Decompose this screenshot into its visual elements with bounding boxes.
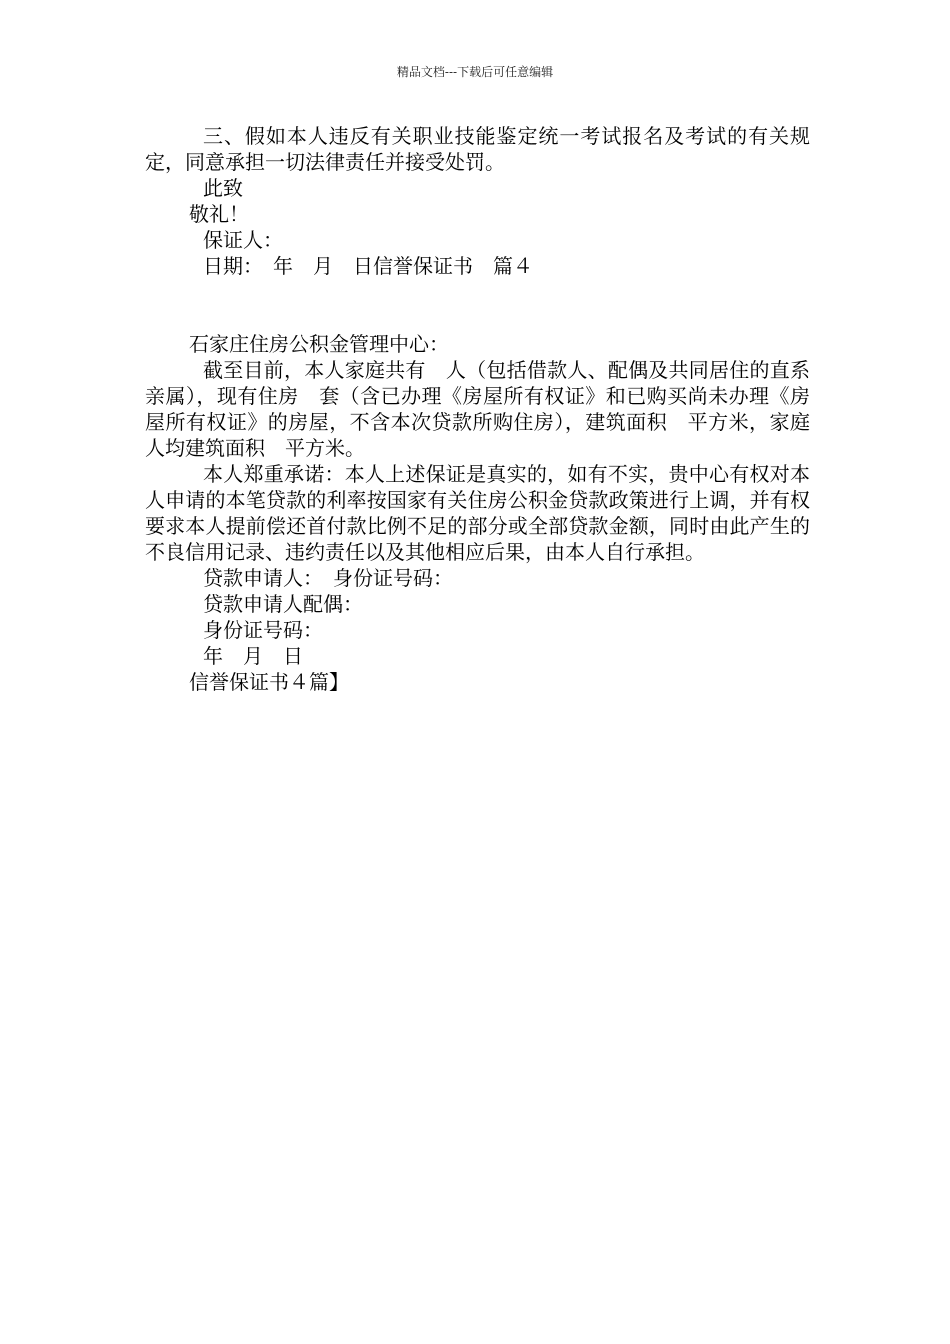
statement-paragraph: 截至目前，本人家庭共有 人（包括借款人、配偶及共同居住的直系亲属），现有住房 套（含已办理《房屋所有权证》和已购买尚未办理《房屋所有权证》的房屋，不含本次贷款所购住房），建筑面积 平方米，家庭人均建筑面积 平方米。 — [145, 358, 810, 460]
document-body — [145, 123, 810, 695]
id-number-line: 身份证号码： — [203, 618, 323, 642]
closing-jingli: 敬礼！ — [189, 202, 249, 226]
date-title-line: 日期： 年 月 日信誉保证书 篇４ — [203, 254, 533, 278]
spouse-line: 贷款申请人配偶： — [203, 592, 363, 616]
page-header: 精品文档---下载后可任意编辑 — [396, 65, 554, 79]
addressee-line: 石家庄住房公积金管理中心： — [189, 332, 449, 356]
closing-cizhi: 此致 — [203, 176, 243, 200]
clause-three: 三、假如本人违反有关职业技能鉴定统一考试报名及考试的有关规定，同意承担一切法律责任并接受处罚。 — [145, 124, 810, 174]
footer-title-line: 信誉保证书４篇】 — [189, 670, 349, 694]
commitment-paragraph: 本人郑重承诺：本人上述保证是真实的，如有不实，贵中心有权对本人申请的本笔贷款的利率按国家有关住房公积金贷款政策进行上调，并有权要求本人提前偿还首付款比例不足的部分或全部贷款金额，同时由此产生的不良信用记录、违约责任以及其他相应后果，由本人自行承担。 — [145, 462, 810, 564]
section-gap — [145, 279, 810, 331]
applicant-line: 贷款申请人： 身份证号码： — [203, 566, 453, 590]
guarantor-line: 保证人： — [203, 228, 283, 252]
date-line: 年 月 日 — [203, 644, 303, 668]
